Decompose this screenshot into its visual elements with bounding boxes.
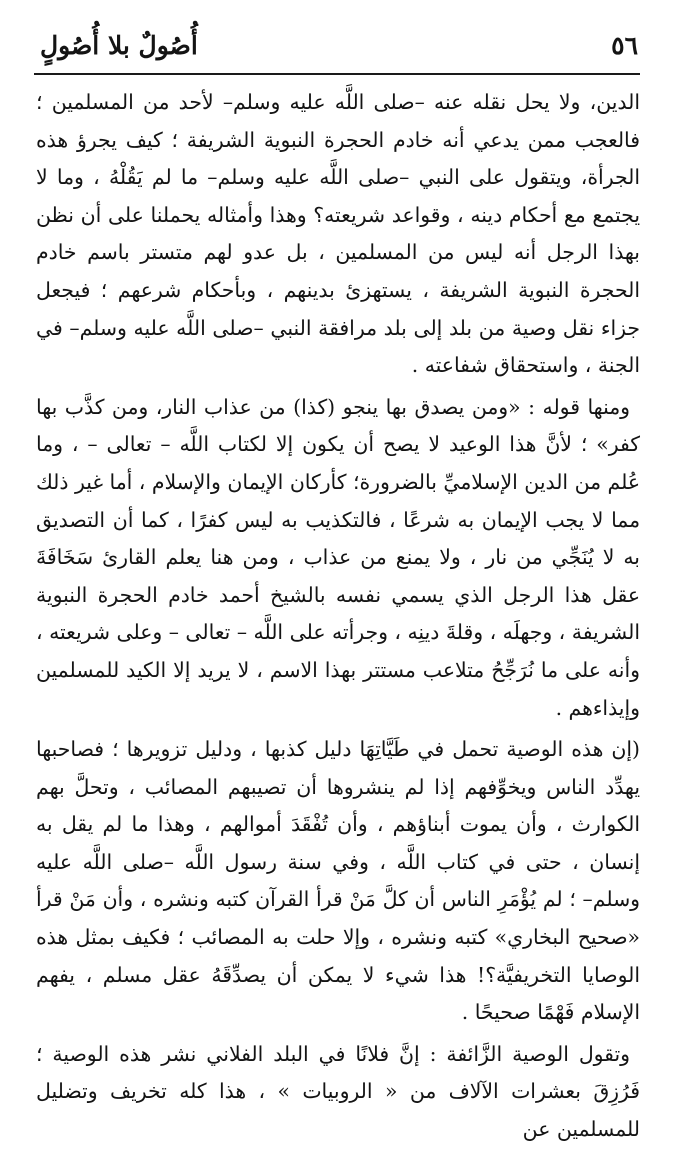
page-number: ٥٦ xyxy=(611,31,638,60)
header-rule xyxy=(34,73,640,75)
paragraph-3: (إن هذه الوصية تحمل في طَيَّاتِهَا دليل كذبها ، ودليل تزويرها ؛ فصاحبها يهدِّد الناس ويخوِّفهم إذا لم ينشروها أن تصيبهم المصائب ، وتحلَّ بهم الكوارث ، وأن يموت أبناؤهم ، وأن تُفْقَدَ أموالهم ، وهذا ما لم يقل به إنسان ، حتى في كتاب اللَّه ، وفي سنة رسول اللَّه –صلى اللَّه عليه وسلم– ؛ لم يُؤْمَرِ الناس أن كلَّ مَنْ قرأ القرآن كتبه ونشره ، وأن مَنْ قرأ «صحيح البخاري» كتبه ونشره ، وإلا حلت به المصائب ؛ فكيف بمثل هذه الوصايا التخريفيَّة؟! هذا شيء لا يمكن أن يصدِّقَهُ عقل مسلم ، يفهم الإسلام فَهْمًا صحيحًا . xyxy=(36,737,640,1025)
paragraph-1: الدين، ولا يحل نقله عنه –صلى اللَّه عليه وسلم– لأحد من المسلمين ؛ فالعجب ممن يدعي أنه خادم الحجرة النبوية الشريفة ؛ كيف يجرؤ هذه الجرأة، ويتقول على النبي –صلى اللَّه عليه وسلم– ما لم يَقُلْهُ ، وما لا يجتمع مع أحكام دينه ، وقواعد شريعته؟ وهذا وأمثاله يحملنا على أن نظن بهذا الرجل أنه ليس من المسلمين ، بل عدو لهم متستر باسم خادم الحجرة النبوية الشريفة ، يستهزئ بدينهم ، وبأحكام شرعهم ؛ فيجعل جزاء نقل وصية من بلد إلى بلد مرافقة النبي –صلى اللَّه عليه وسلم– في الجنة ، واستحقاق شفاعته . xyxy=(36,90,640,378)
paragraph-2: ومنها قوله : «ومن يصدق بها ينجو (كذا) من عذاب النار، ومن كذَّب بها كفر» ؛ لأنَّ هذا الوعيد لا يصح أن يكون إلا لكتاب اللَّه – تعالى – ، وما عُلم من الدين الإسلاميِّ بالضرورة؛ كأركان الإيمان والإسلام ، أما غير ذلك مما لا يجب الإيمان به شرعًا ، فالتكذيب به ليس كفرًا ، كما أن التصديق به لا يُنَجِّي من نار ، ولا يمنع من عذاب ، ومن هنا يعلم القارئ سَخَافَةَ عقل هذا الرجل الذي يسمي نفسه بالشيخ أحمد خادم الحجرة النبوية الشريفة ، وجهلَه ، وقلةَ دينِه ، وجرأته على اللَّه – تعالى – وعلى شريعته ، وأنه على ما نُرَجِّحُ متلاعب مستتر بهذا الاسم ، لا يريد إلا الكيد للمسلمين وإيذاءهم . xyxy=(36,394,640,720)
running-title: أُصُولٌ بلا أُصُولٍ xyxy=(40,31,198,60)
paragraph-4: وتقول الوصية الزَّائفة : إنَّ فلانًا في البلد الفلاني نشر هذه الوصية ؛ فَرُزِقَ بعشرات الآلاف من « الروبيات » ، هذا كله تخريف وتضليل للمسلمين عن xyxy=(36,1041,640,1142)
body-text xyxy=(36,84,640,1149)
page-header xyxy=(36,24,638,68)
